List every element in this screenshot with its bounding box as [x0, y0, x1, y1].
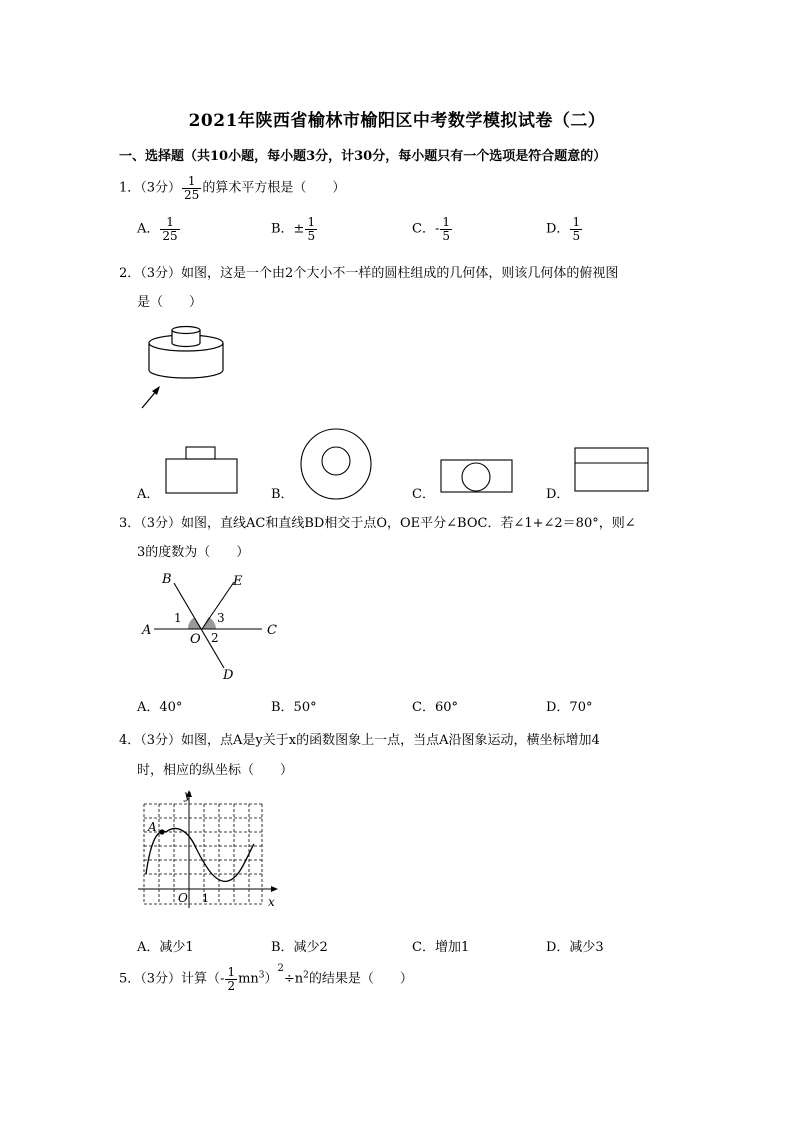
question-4-line1: 4．（3分）如图，点A是y关于x的函数图象上一点，当点A沿图象运动，横坐标增加4 — [119, 733, 600, 748]
page-title: 2021年陕西省榆林市榆阳区中考数学模拟试卷（二） — [188, 111, 606, 131]
q3-label-3: 3 — [217, 611, 225, 625]
q3-option-d: D．70° — [546, 700, 593, 715]
q3-option-a: A．40° — [137, 700, 183, 715]
q2-option-c: C． — [412, 487, 435, 502]
q2-option-a-figure — [165, 445, 239, 495]
q1-option-b: B．± $\frac{1}{5}$ — [271, 215, 316, 243]
q3-label-e: E — [233, 574, 243, 589]
q2-option-b: B． — [271, 487, 294, 502]
q4-function-graph — [136, 786, 282, 910]
q1-option-d: D． $\frac{1}{5}$ — [546, 215, 581, 243]
q4-label-a: A — [148, 820, 157, 834]
q1-option-a: A． $\frac{1}{25}$ — [137, 215, 178, 243]
q3-label-a: A — [142, 623, 152, 638]
q4-option-a: A．减少1 — [137, 940, 194, 955]
q1-fraction: $\frac{1}{25}$ — [184, 174, 200, 202]
question-5: 5．（3分）计算（- $\frac{1}{2}$ $mn^3)^2\div n^2$的结果是（ ） — [119, 963, 413, 993]
q3-label-o: O — [190, 632, 201, 647]
q3-label-b: B — [162, 572, 172, 587]
q2-option-d-figure — [574, 446, 650, 494]
question-2-line1: 2．（3分）如图，这是一个由2个大小不一样的圆柱组成的几何体，则该几何体的俯视图 — [119, 266, 619, 281]
q3-option-b: B．50° — [271, 700, 317, 715]
q3-label-1: 1 — [174, 611, 182, 625]
q3-angle-figure — [138, 570, 288, 682]
q4-option-b: B．减少2 — [271, 940, 328, 955]
q5-fraction: $\frac{1}{2}$ — [227, 965, 236, 993]
question-4-line2: 时，相应的纵坐标（ ） — [137, 763, 294, 778]
q4-option-d: D．减少3 — [546, 940, 604, 955]
q4-option-c: C．增加1 — [412, 940, 470, 955]
q4-label-o: O — [178, 891, 188, 905]
q4-point-a — [159, 829, 164, 834]
q3-label-d: D — [223, 668, 234, 682]
question-2-line2: 是（ ） — [137, 295, 203, 310]
q2-option-a: A． — [137, 487, 160, 502]
question-1 — [119, 175, 345, 201]
q1-number: 1．（3分） — [119, 180, 182, 196]
question-3-line2: 3的度数为（ ） — [137, 545, 250, 560]
q1-text: 的算术平方根是（ ） — [202, 180, 346, 196]
q3-label-c: C — [267, 623, 277, 638]
q2-cylinder-figure — [138, 320, 238, 412]
q4-label-x: x — [268, 895, 275, 909]
q3-label-2: 2 — [211, 631, 219, 645]
q2-option-d: D． — [546, 487, 570, 502]
q2-option-b-figure — [298, 426, 374, 502]
q3-option-c: C．60° — [412, 700, 458, 715]
section-heading: 一、选择题（共10小题，每小题3分，计30分，每小题只有一个选项是符合题意的） — [119, 149, 607, 164]
q4-label-y: y — [184, 788, 191, 802]
q4-label-1: 1 — [202, 892, 209, 905]
question-3-line1: 3．（3分）如图，直线AC和直线BD相交于点O，OE平分∠BOC．若∠1+∠2＝80°，则∠ — [119, 516, 636, 531]
q2-option-c-figure — [440, 458, 514, 494]
q1-option-c: C．- $\frac{1}{5}$ — [412, 215, 450, 243]
